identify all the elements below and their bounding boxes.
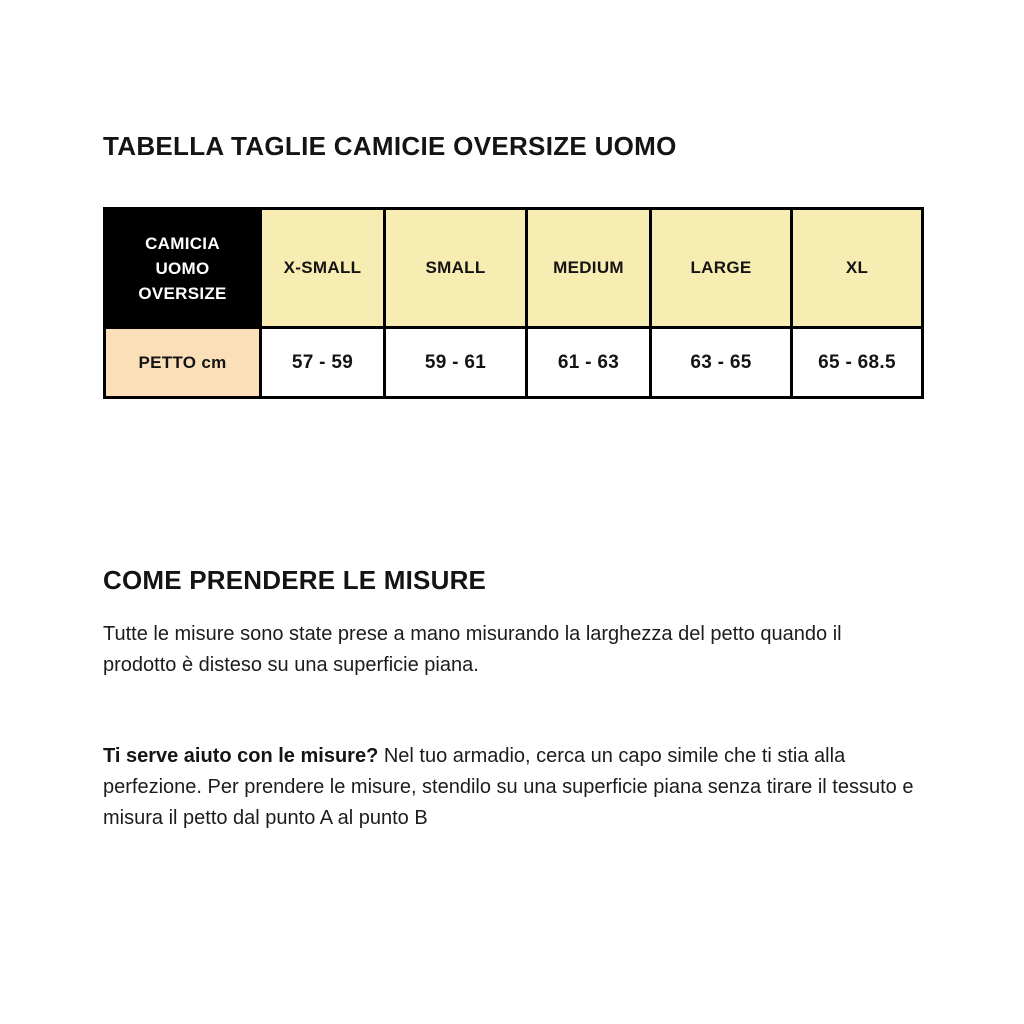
size-table [103,207,924,399]
size-column-header-medium: MEDIUM [527,209,651,328]
size-table-header-row [105,209,923,328]
size-value-small: 59 - 61 [385,328,527,398]
size-table-row-label-petto: PETTO cm [105,328,261,398]
size-table-corner-header: CAMICIA UOMO OVERSIZE [105,209,261,328]
size-column-header-xsmall: X-SMALL [261,209,385,328]
size-value-xl: 65 - 68.5 [792,328,923,398]
size-value-medium: 61 - 63 [527,328,651,398]
size-column-header-small: SMALL [385,209,527,328]
page-title: TABELLA TAGLIE CAMICIE OVERSIZE UOMO [103,131,677,161]
measure-intro-paragraph: Tutte le misure sono state prese a mano misurando la larghezza del petto quando il prodotto è disteso su una superficie piana. [103,623,842,676]
measure-help-paragraph [103,741,919,834]
measure-section-heading: COME PRENDERE LE MISURE [103,565,487,595]
size-column-header-xl: XL [792,209,923,328]
measure-help-body: Nel tuo armadio, cerca un capo simile che ti stia alla perfezione. Per prendere le misure, stendilo su una superficie piana senza tirare il tessuto e misura il petto dal punto A al punto B [103,745,914,829]
size-column-header-large: LARGE [651,209,792,328]
measure-help-lead: Ti serve aiuto con le misure? [103,745,379,767]
size-table-data-row [105,328,923,398]
size-value-large: 63 - 65 [651,328,792,398]
size-value-xsmall: 57 - 59 [261,328,385,398]
